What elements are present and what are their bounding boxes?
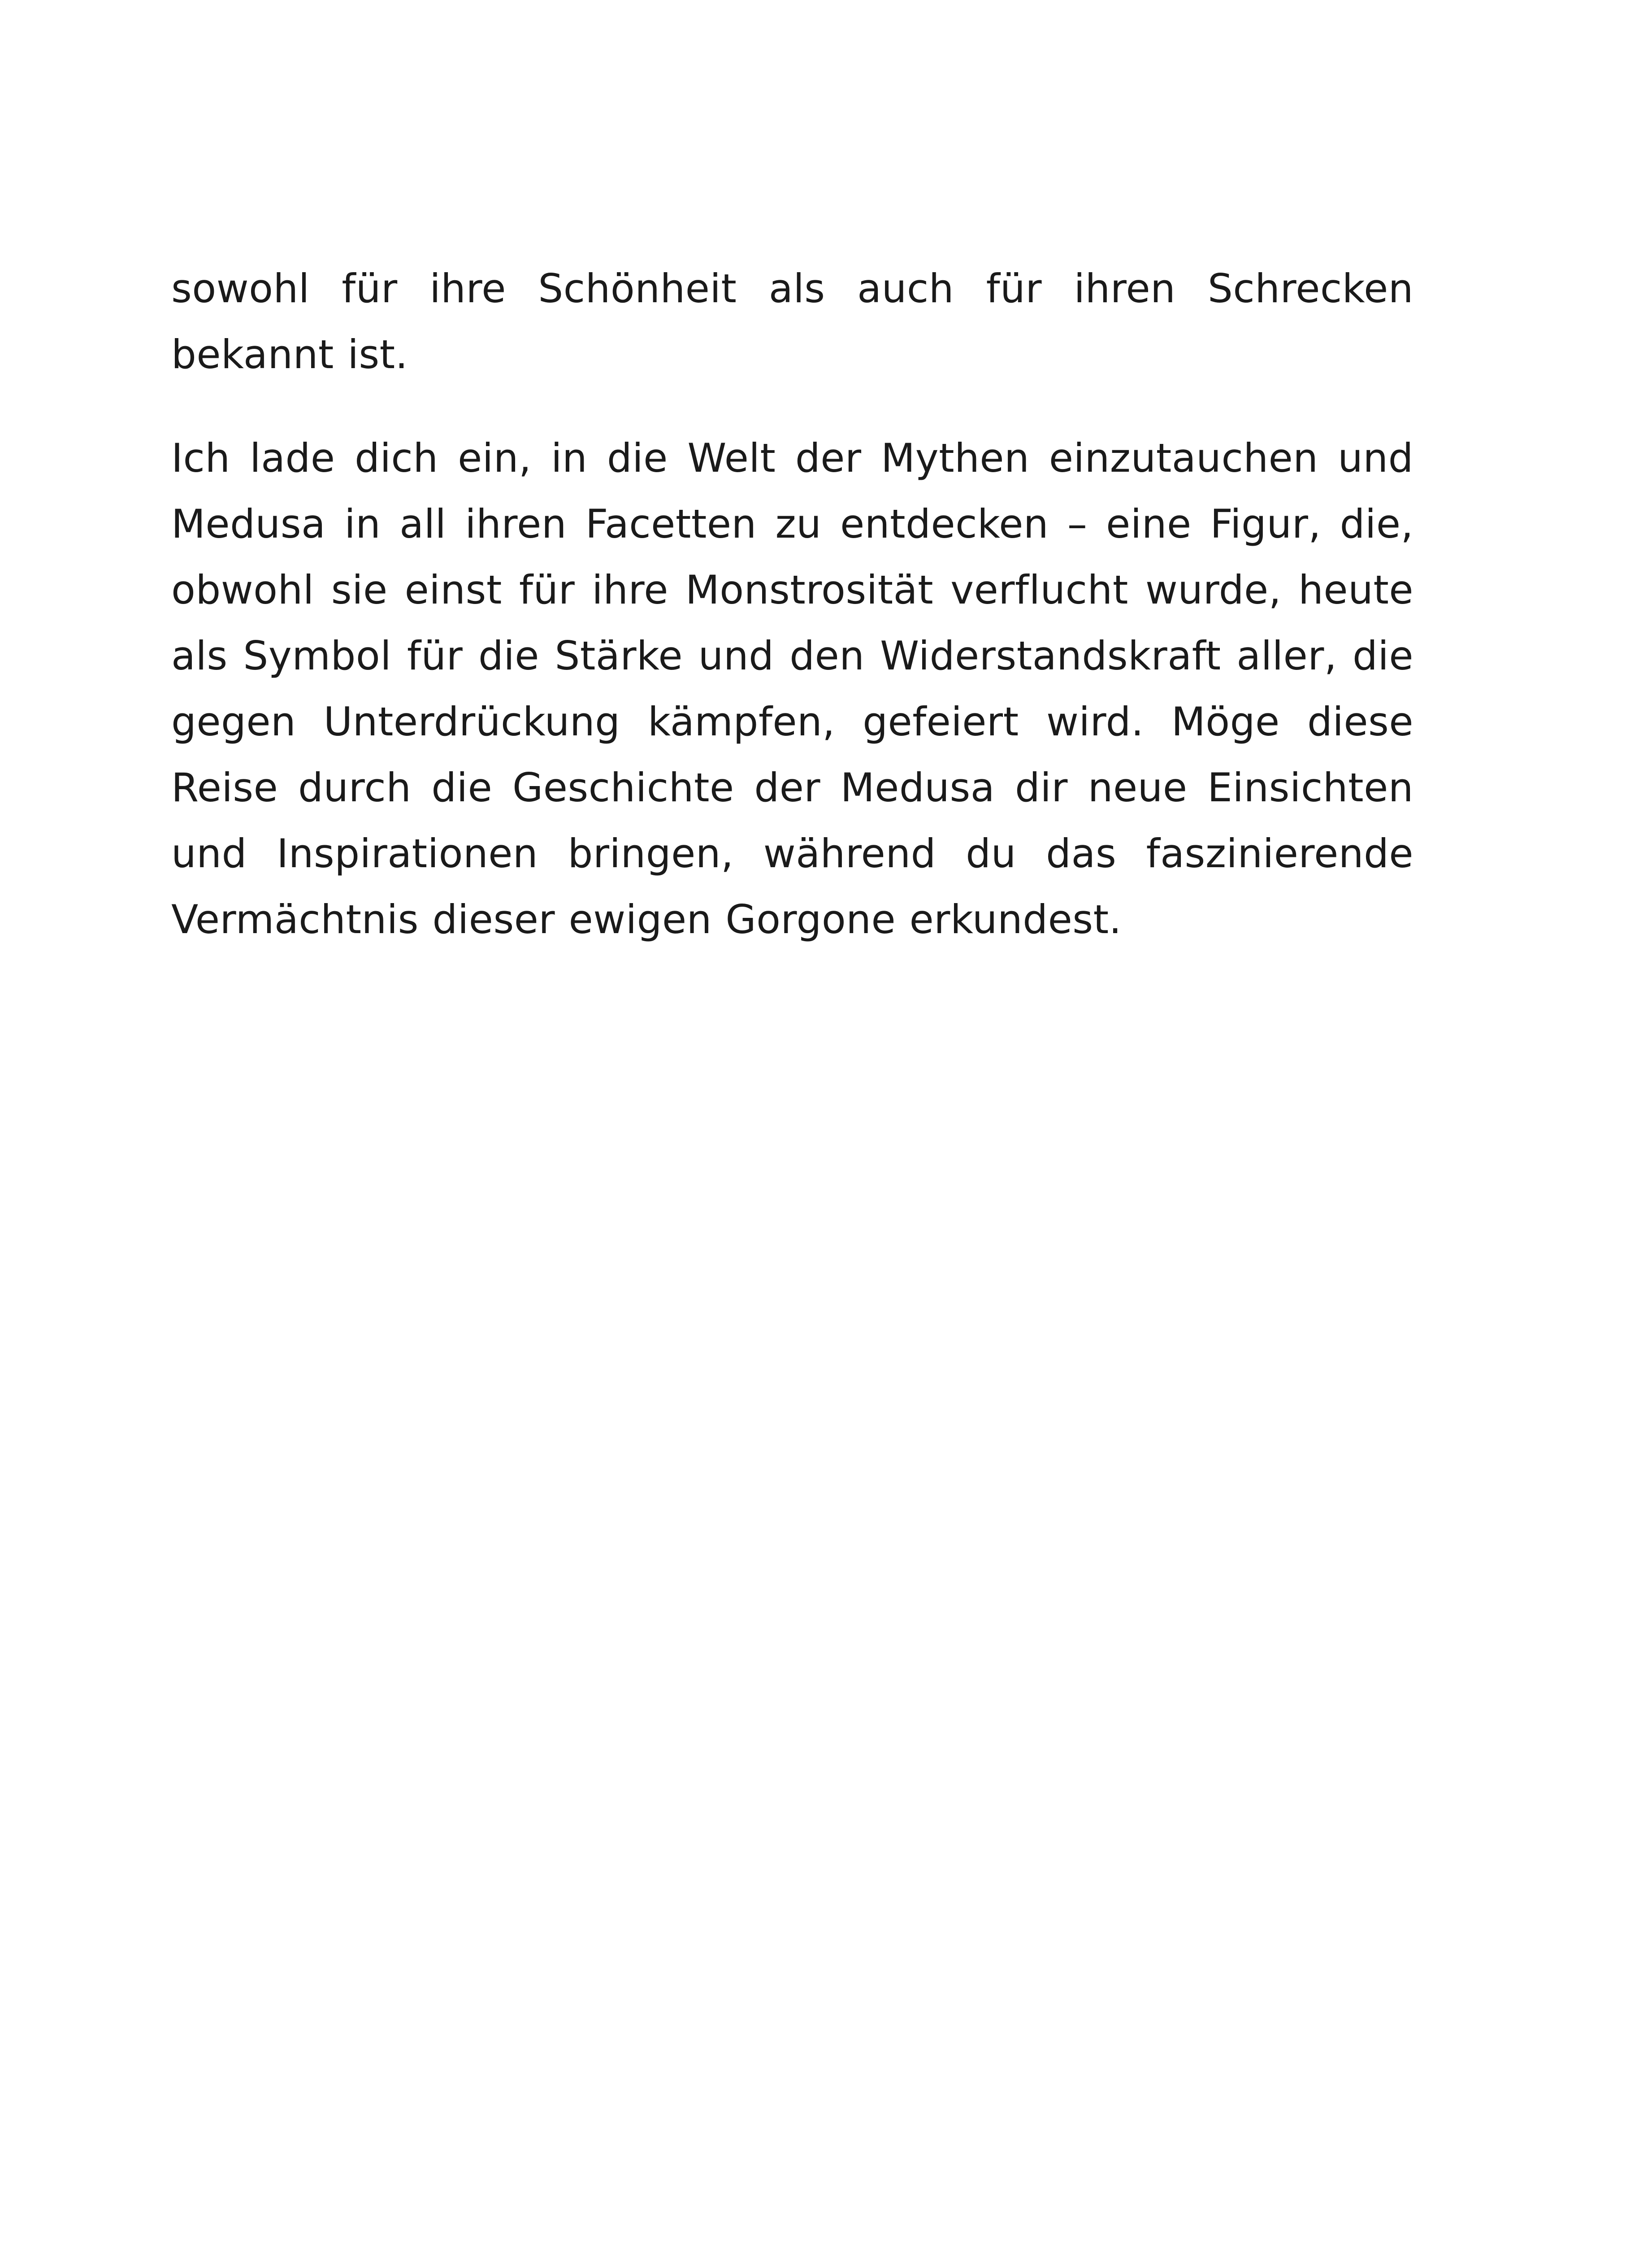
paragraph-continuation: sowohl für ihre Schönheit als auch für ihren Schrecken bekannt ist. [171, 265, 1414, 378]
body-text [171, 256, 1414, 952]
paragraph-invitation: Ich lade dich ein, in die Welt der Mythen einzutauchen und Medusa in all ihren Facetten zu entdecken – eine Figur, die, obwohl sie einst für ihre Monstrosität verflucht wurde, heute als Symbol für die Stärke und den Widerstandskraft aller, die gegen Unterdrückung kämpfen, gefeiert wird. Möge diese Reise durch die Geschichte der Medusa dir neue Einsichten und Inspirationen bringen, während du das faszinierende Vermächtnis dieser ewigen Gorgone erkundest. [171, 435, 1414, 943]
